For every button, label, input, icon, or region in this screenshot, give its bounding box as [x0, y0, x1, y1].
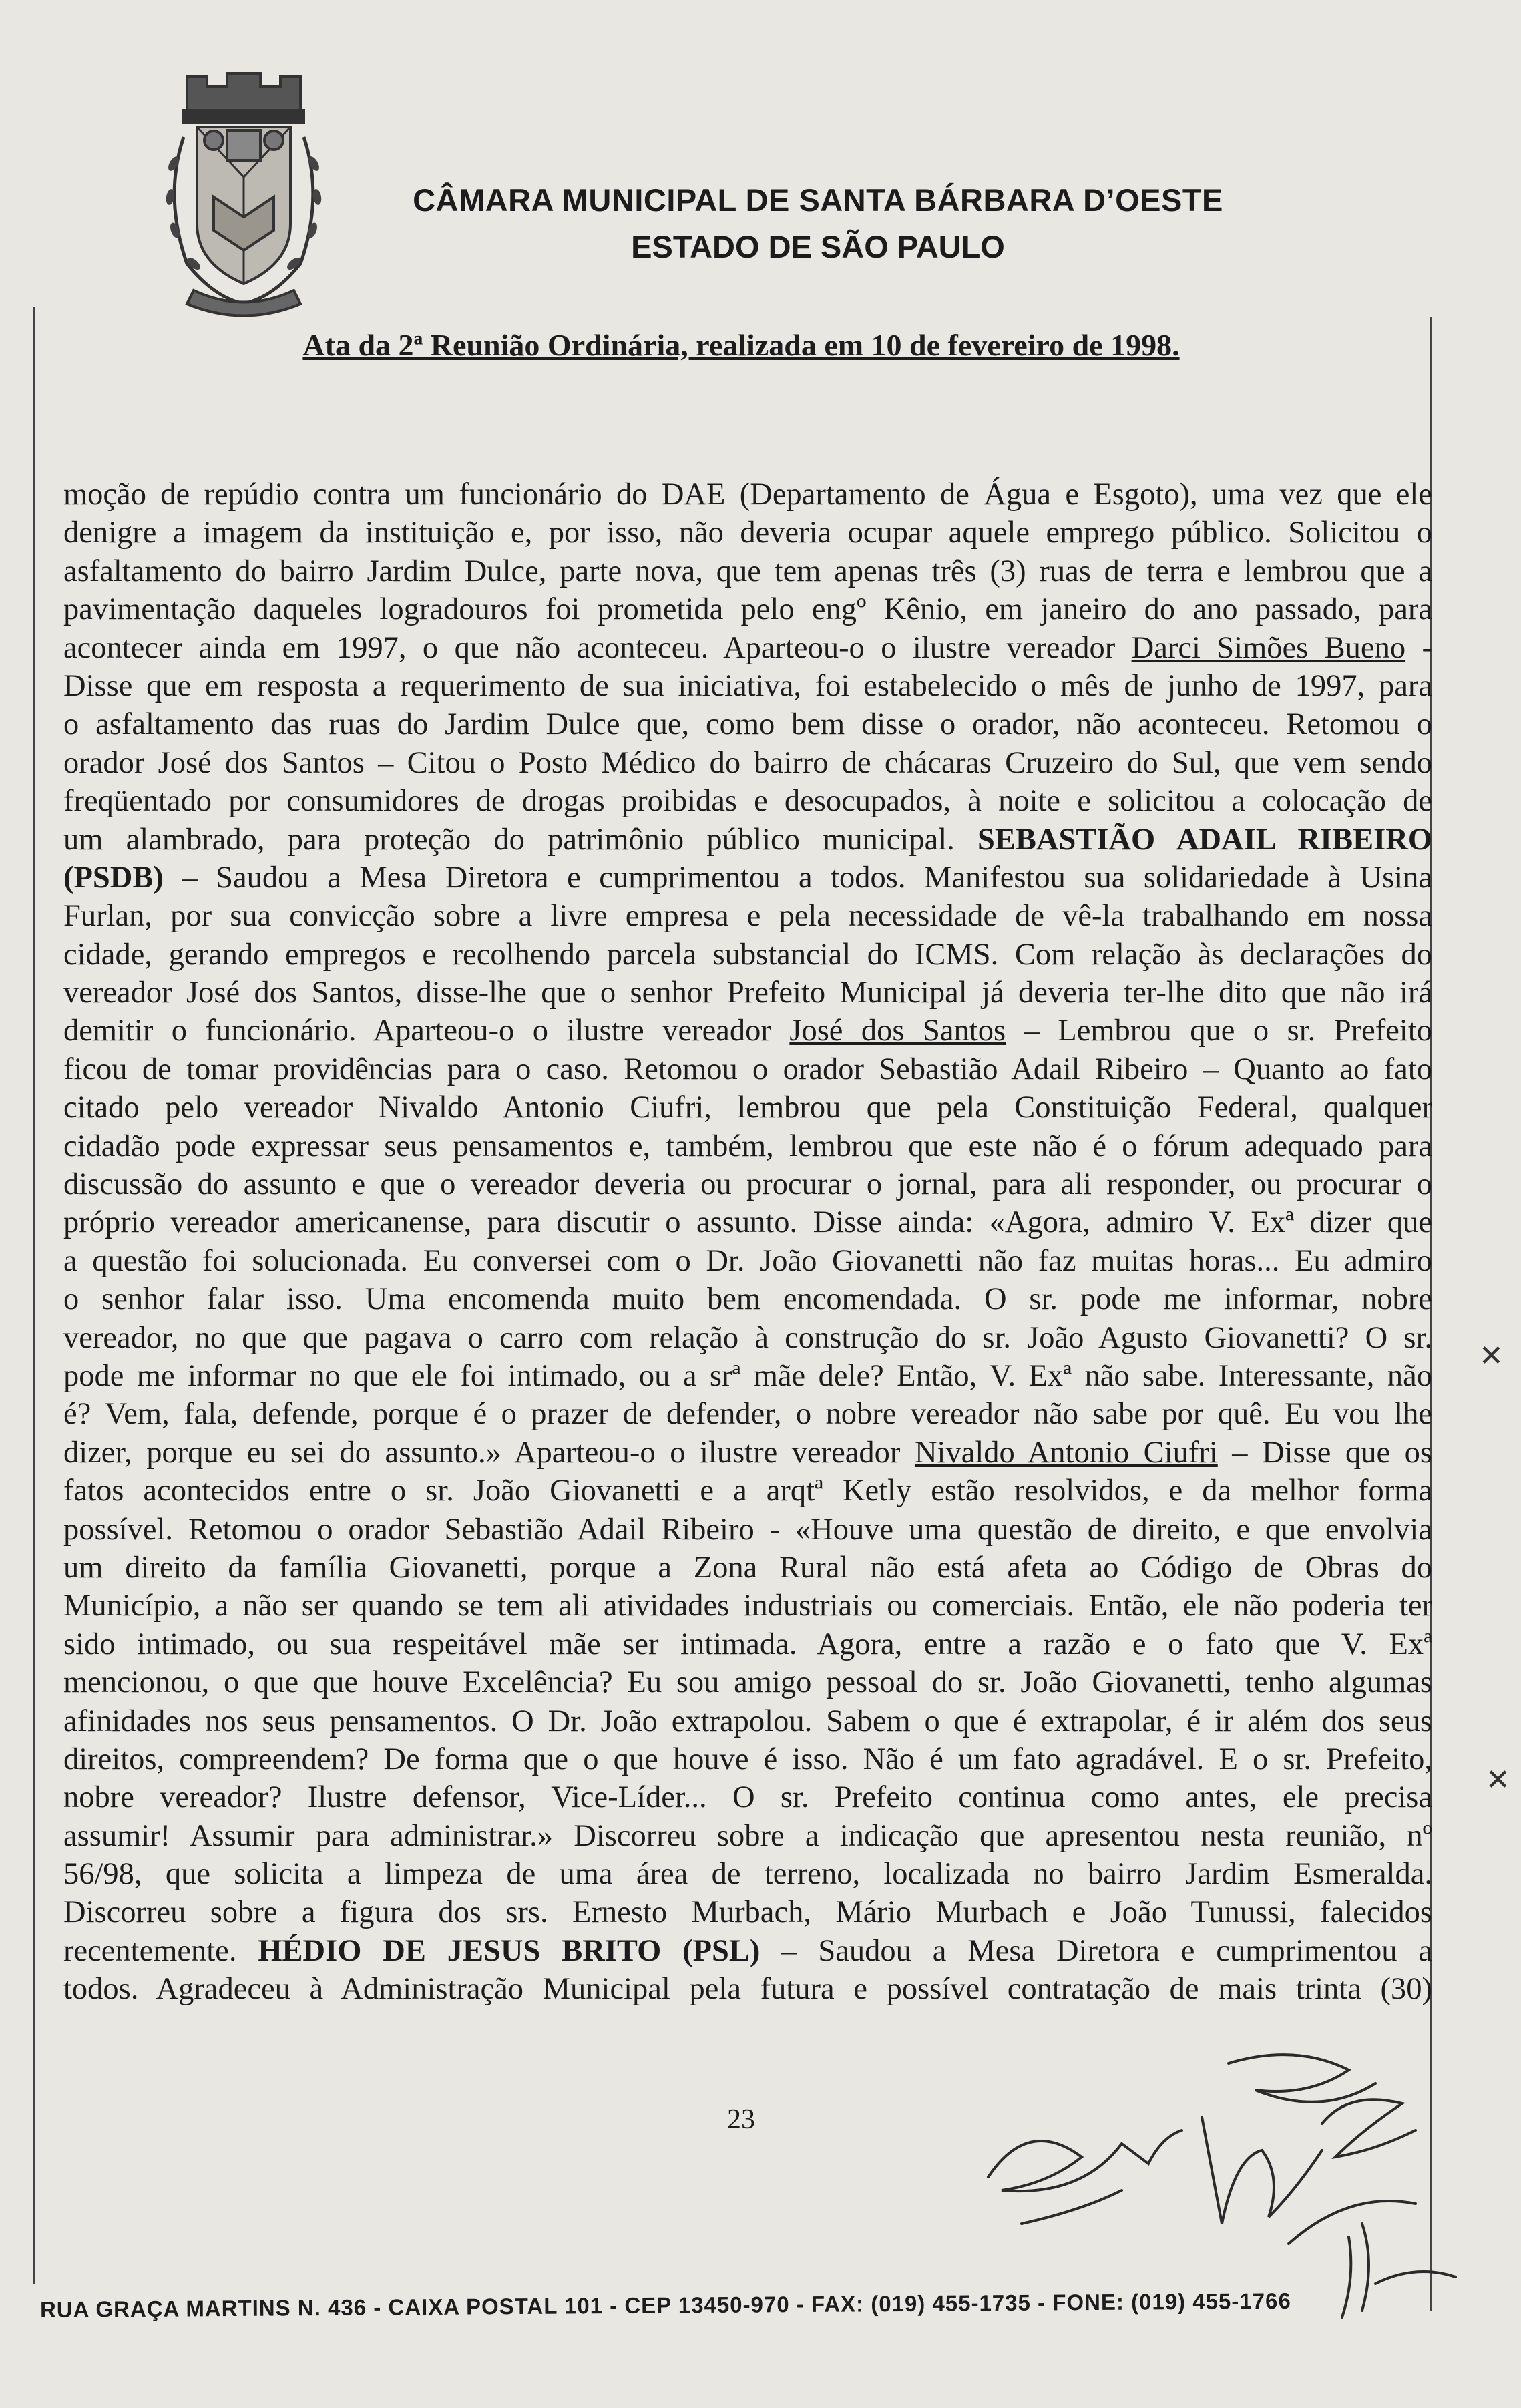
- speaker-name-bold: SEBASTIÃO ADAIL RIBEIRO: [977, 822, 1432, 857]
- body-line: [63, 1434, 1432, 1472]
- institution-state: ESTADO DE SÃO PAULO: [631, 229, 1005, 264]
- body-line: possível. Retomou o orador Sebastião Adail Ribeiro - «Houve uma questão de direito, e que envolvia: [63, 1512, 1432, 1547]
- councillor-name-underlined: Darci Simões Bueno: [1131, 630, 1406, 665]
- footer-address: RUA GRAÇA MARTINS N. 436 - CAIXA POSTAL 101 - CEP 13450-970 - FAX: (019) 455-1735 - FONE: (019) 455-1766: [39, 2288, 1291, 2322]
- body-line: direitos, compreendem? De forma que o que houve é isso. Não é um fato agradável. E o sr. Prefeito,: [63, 1742, 1432, 1776]
- text-run: – Saudou a Mesa Diretora e cumprimentou a: [760, 1933, 1432, 1968]
- body-line: afinidades nos seus pensamentos. O Dr. João extrapolou. Sabem o que é extrapolar, é ir além dos seus: [63, 1703, 1432, 1738]
- body-line: [63, 859, 1432, 897]
- body-line: cidadão pode expressar seus pensamentos e, também, lembrou que este não é o fórum adequado para: [63, 1129, 1432, 1163]
- body-line: Furlan, por sua convicção sobre a livre empresa e pela necessidade de vê-la trabalhando em nossa: [63, 899, 1432, 934]
- body-line: Discorreu sobre a figura dos srs. Ernesto Murbach, Mário Murbach e João Tunussi, falecidos: [63, 1895, 1432, 1930]
- body-line: vereador José dos Santos, disse-lhe que o senhor Prefeito Municipal já deveria ter-lhe dito que não irá: [63, 976, 1432, 1010]
- body-line: um direito da família Giovanetti, porque a Zona Rural não está afeta ao Código de Obras do: [63, 1550, 1432, 1585]
- body-line: todos. Agradeceu à Administração Municipal pela futura e possível contratação de mais trinta (30): [63, 1972, 1432, 2007]
- body-line: o senhor falar isso. Uma encomenda muito bem encomendada. O sr. pode me informar, nobre: [63, 1282, 1432, 1317]
- left-margin-rule: [33, 307, 35, 2284]
- body-line: denigre a imagem da instituição e, por isso, não deveria ocupar aquele emprego público. Solicitou o: [63, 516, 1432, 550]
- body-line: o asfaltamento das ruas do Jardim Dulce que, como bem disse o orador, não aconteceu. Retomou o: [63, 707, 1432, 742]
- body-line: vereador, no que que pagava o carro com relação à construção do sr. João Agusto Giovanetti? O sr.: [63, 1320, 1432, 1355]
- body-line: discussão do assunto e que o vereador deveria ou procurar o jornal, para ali responder, ou procurar o: [63, 1167, 1432, 1202]
- body-line: nobre vereador? Ilustre defensor, Vice-Líder... O sr. Prefeito continua como antes, ele precisa: [63, 1780, 1432, 1815]
- body-line: citado pelo vereador Nivaldo Antonio Ciufri, lembrou que pela Constituição Federal, qualquer: [63, 1090, 1432, 1125]
- text-run: um alambrado, para proteção do patrimônio público municipal.: [63, 822, 977, 857]
- minutes-title: [240, 327, 1242, 363]
- minutes-body: [63, 475, 1432, 2009]
- body-line: freqüentado por consumidores de drogas proibidas e desocupados, à noite e solicitou a colocação de: [63, 784, 1432, 819]
- body-line: próprio vereador americanense, para discutir o assunto. Disse ainda: «Agora, admiro V. Exª dizer que: [63, 1205, 1432, 1240]
- body-line: é? Vem, fala, defende, porque é o prazer de defender, o nobre vereador não sabe por quê. Eu vou lhe: [63, 1397, 1432, 1432]
- page-number: 23: [727, 2104, 755, 2135]
- body-line: sido intimado, ou sua respeitável mãe ser intimada. Agora, entre a razão e o fato que V. Exª: [63, 1627, 1432, 1661]
- text-run: – Saudou a Mesa Diretora e cumprimentou a todos. Manifestou sua solidariedade à Usina: [163, 860, 1432, 895]
- speaker-name-bold: HÉDIO DE JESUS BRITO (PSL): [258, 1933, 760, 1968]
- body-line: pode me informar no que ele foi intimado, ou a srª mãe dele? Então, V. Exª não sabe. Interessante, não: [63, 1358, 1432, 1393]
- institution-name: CÂMARA MUNICIPAL DE SANTA BÁRBARA D’OESTE: [413, 182, 1223, 218]
- speaker-party-bold: (PSDB): [63, 860, 164, 895]
- councillor-name-underlined: José dos Santos: [789, 1014, 1006, 1048]
- body-line: Município, a não ser quando se tem ali atividades industriais ou comerciais. Então, ele não poderia ter: [63, 1589, 1432, 1623]
- body-line: 56/98, que solicita a limpeza de uma área de terreno, localizada no bairro Jardim Esmeralda.: [63, 1857, 1432, 1892]
- text-run: – Lembrou que o sr. Prefeito: [1006, 1014, 1432, 1048]
- text-run: recentemente.: [63, 1933, 258, 1968]
- body-line: ficou de tomar providências para o caso. Retomou o orador Sebastião Adail Ribeiro – Quanto ao fato: [63, 1052, 1432, 1086]
- body-line: fatos acontecidos entre o sr. João Giovanetti e a arqtª Ketly estão resolvidos, e da melhor forma: [63, 1474, 1432, 1509]
- body-line: [63, 821, 1432, 859]
- body-line: moção de repúdio contra um funcionário do DAE (Departamento de Água e Esgoto), uma vez que ele: [63, 477, 1432, 512]
- body-line: a questão foi solucionada. Eu conversei com o Dr. João Giovanetti não faz muitas horas... Eu admiro: [63, 1243, 1432, 1278]
- body-line: Disse que em resposta a requerimento de sua iniciativa, foi estabelecido o mês de junho de 1997, para: [63, 668, 1432, 703]
- margin-check-mark-icon: ✕: [1486, 1764, 1510, 1796]
- text-run: dizer, porque eu sei do assunto.» Aparteou-o o ilustre vereador: [63, 1435, 915, 1470]
- body-line: mencionou, o que que houve Excelência? Eu sou amigo pessoal do sr. João Giovanetti, tenho algumas: [63, 1665, 1432, 1700]
- title-ordinal-superscript: a: [413, 327, 423, 349]
- body-line: orador José dos Santos – Citou o Posto Médico do bairro de chácaras Cruzeiro do Sul, que vem sendo: [63, 745, 1432, 780]
- municipal-crest-icon: [147, 63, 341, 317]
- margin-check-mark-icon: ✕: [1479, 1340, 1504, 1372]
- body-line: assumir! Assumir para administrar.» Discorreu sobre a indicação que apresentou nesta reunião, nº: [63, 1818, 1432, 1853]
- text-run: acontecer ainda em 1997, o que não aconteceu. Aparteou-o o ilustre vereador: [63, 630, 1132, 665]
- body-line: [63, 1932, 1432, 1970]
- text-run: -: [1405, 630, 1432, 665]
- body-line: asfaltamento do bairro Jardim Dulce, parte nova, que tem apenas três (3) ruas de terra e lembrou que a: [63, 554, 1432, 588]
- body-line: cidade, gerando empregos e recolhendo parcela substancial do ICMS. Com relação às declarações do: [63, 937, 1432, 972]
- text-run: – Disse que os: [1217, 1435, 1432, 1470]
- body-line: pavimentação daqueles logradouros foi prometida pelo engº Kênio, em janeiro do ano passado, para: [63, 592, 1432, 627]
- councillor-name-underlined: Nivaldo Antonio Ciufri: [914, 1435, 1218, 1470]
- body-line: [63, 629, 1432, 667]
- title-text-start: Ata da 2: [302, 328, 414, 362]
- text-run: demitir o funcionário. Aparteou-o o ilustre vereador: [63, 1014, 790, 1048]
- body-line: [63, 1012, 1432, 1050]
- title-text-end: Reunião Ordinária, realizada em 10 de fevereiro de 1998.: [423, 328, 1180, 362]
